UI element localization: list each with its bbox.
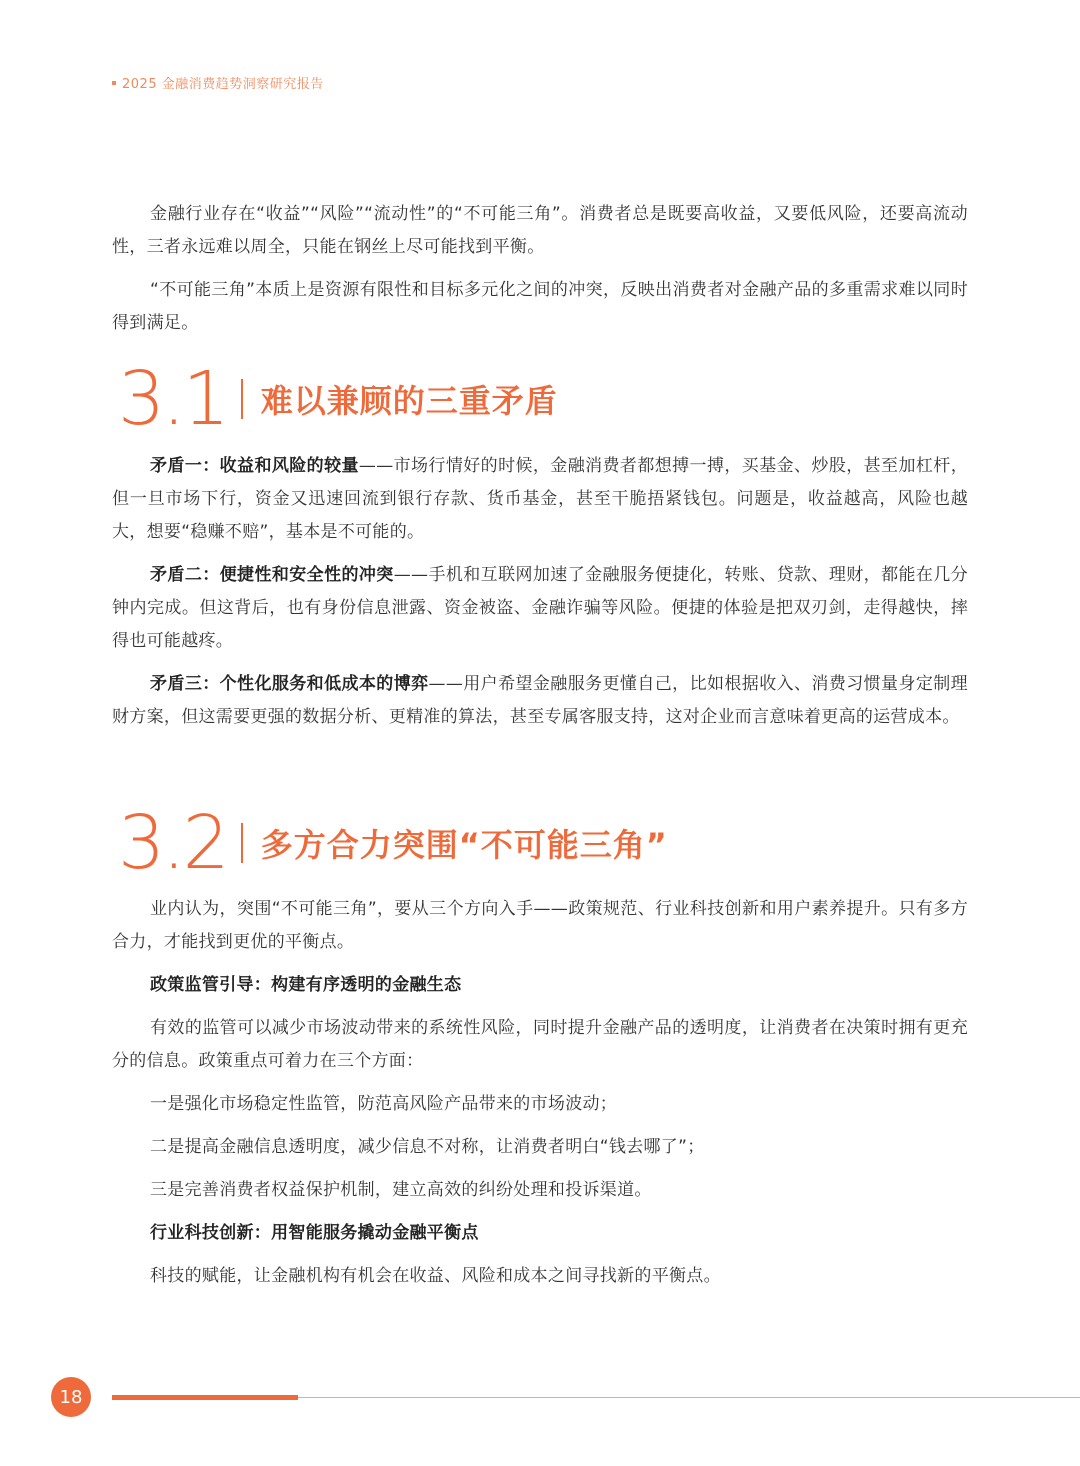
contradiction-text: ——手机和互联网加速了金融服务便捷化，转账、贷款、理财，都能在几分钟内完成。但这背后，也有身份信息泄露、资金被盗、金融诈骗等风险。便捷的体验是把双刃剑，走得越快，摔得也可能越疼。 <box>112 565 969 651</box>
report-header <box>112 73 324 92</box>
policy-paragraph: 有效的监管可以减少市场波动带来的系统性风险，同时提升金融产品的透明度，让消费者在决策时拥有更充分的信息。政策重点可着力在三个方面： <box>112 1018 968 1071</box>
intro-paragraph-1: 金融行业存在“收益”“风险”“流动性”的“不可能三角”。消费者总是既要高收益，又要低风险，还要高流动性，三者永远难以周全，只能在钢丝上尽可能找到平衡。 <box>112 204 968 257</box>
contradiction-lead: 矛盾三：个性化服务和低成本的博弈 <box>150 674 429 694</box>
policy-point-1: 一是强化市场稳定性监管，防范高风险产品带来的市场波动； <box>150 1094 618 1114</box>
section-number: 3.2 <box>118 800 227 886</box>
contradiction-lead: 矛盾二：便捷性和安全性的冲突 <box>150 565 394 585</box>
section-3-2-intro: 业内认为，突围“不可能三角”，要从三个方向入手——政策规范、行业科技创新和用户素养提升。只有多方合力，才能找到更优的平衡点。 <box>112 899 968 952</box>
contradiction-paragraph-2 <box>112 559 968 658</box>
intro-block <box>112 198 968 340</box>
bullet-square-icon <box>112 81 116 85</box>
intro-paragraph-2: “不可能三角”本质上是资源有限性和目标多元化之间的冲突，反映出消费者对金融产品的多重需求难以同时得到满足。 <box>112 280 968 333</box>
contradiction-paragraph-3 <box>112 668 968 734</box>
section-title: 多方合力突围“不可能三角” <box>260 826 668 864</box>
contradiction-lead: 矛盾一：收益和风险的较量 <box>150 456 359 476</box>
policy-point-2: 二是提高金融信息透明度，减少信息不对称，让消费者明白“钱去哪了”； <box>150 1137 705 1157</box>
section-number: 3.1 <box>118 356 227 442</box>
tech-paragraph: 科技的赋能，让金融机构有机会在收益、风险和成本之间寻找新的平衡点。 <box>150 1266 721 1286</box>
section-divider <box>241 823 243 863</box>
section-divider <box>241 379 243 419</box>
footer-accent-bar <box>112 1395 298 1400</box>
subsection-heading-policy: 政策监管引导：构建有序透明的金融生态 <box>150 975 462 995</box>
contradiction-text: ——用户希望金融服务更懂自己，比如根据收入、消费习惯量身定制理财方案，但这需要更强的数据分析、更精准的算法，甚至专属客服支持，这对企业而言意味着更高的运营成本。 <box>112 674 968 727</box>
policy-point-3: 三是完善消费者权益保护机制，建立高效的纠纷处理和投诉渠道。 <box>150 1180 652 1200</box>
section-3-2-body <box>112 893 968 1293</box>
section-title: 难以兼顾的三重矛盾 <box>260 382 558 420</box>
section-3-2-heading <box>118 800 668 886</box>
contradiction-paragraph-1 <box>112 450 968 549</box>
subsection-heading-tech: 行业科技创新：用智能服务撬动金融平衡点 <box>150 1223 479 1243</box>
contradiction-text: ——市场行情好的时候，金融消费者都想搏一搏，买基金、炒股，甚至加杠杆，但一旦市场下行，资金又迅速回流到银行存款、货币基金，甚至干脆捂紧钱包。问题是，收益越高，风险也越大，想要“稳赚不赔”，基本是不可能的。 <box>112 456 968 542</box>
page-number: 18 <box>59 1386 83 1408</box>
section-3-1-heading <box>118 356 558 442</box>
page-number-badge <box>51 1377 91 1417</box>
report-title: 2025 金融消费趋势洞察研究报告 <box>122 77 324 92</box>
section-3-1-body <box>112 450 968 734</box>
footer-rule <box>298 1397 1080 1398</box>
